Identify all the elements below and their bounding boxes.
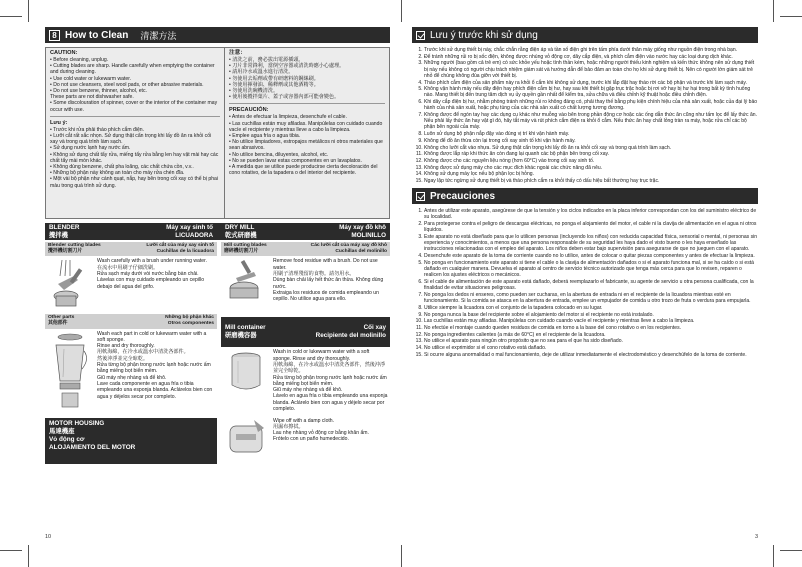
millcont-line: Wash in cold or lukewarm water with a soft sponge. Rinse and dry thoroughly. <box>273 349 370 362</box>
other-sub-es: Otros componentes <box>167 321 214 327</box>
caution-right-column <box>225 48 389 218</box>
blender-es: LICUADORA <box>175 231 213 239</box>
caution-item: • Before cleaning, unplug. <box>50 56 109 63</box>
es-precaution-item: 10. Las cuchillas están muy afiladas. Manipúlelas con cuidado cuando vacíe el recipiente y mientras lleve a cabo la limpieza. <box>424 318 758 324</box>
precaucion-list <box>229 114 385 176</box>
mill-container-illustration <box>223 349 269 412</box>
mill-blade-illustration <box>223 258 269 304</box>
caution-item: • Do not use cleansers, steel wool pads, or other abrasive materials. <box>50 81 204 88</box>
housing-line: Wipe off with a damp cloth. <box>273 417 335 424</box>
vi-precautions-list <box>412 47 758 184</box>
other-line: 用軟海綿，在冷水或溫水中清洗各部件。 <box>97 349 189 356</box>
precaucion-item: • No utilice limpiadores, estropajos metálicos ni otros materiales que sean abrasivos. <box>229 139 383 152</box>
precaucion-item: • Las cuchillas están muy afiladas. Manipúlelas con cuidado cuando vacíe el recipiente y mientras lleve a cabo la limpieza. <box>229 120 383 133</box>
caution-item: • Use cold water or lukewarm water. <box>50 75 132 82</box>
es-precaution-item: 12. No ponga ingredientes calientes (a más de 60°C) en el recipiente de la licuadora. <box>424 332 758 338</box>
caution-item: • Cutting blades are sharp. Handle carefully when emptying the container and during cleaning. <box>50 63 215 76</box>
precaucion-heading: PRECAUCIÓN: <box>229 107 269 114</box>
left-page <box>45 27 390 542</box>
page-number-right: 3 <box>754 534 758 540</box>
caution-item: • Some discolouration of spinner, cover or the interior of the container may occur with use. <box>50 100 218 113</box>
blades-line: Wash carefully with a brush under running water. <box>97 258 207 265</box>
es-precaution-item: 14. No utilice el exprimidor si el cono rotativo está dañado. <box>424 345 758 351</box>
millblades-sub-vi: Các lưỡi cắt của máy xay đồ khô <box>310 243 387 248</box>
zh-item: • 清洗之前，務必拔出電源插頭。 <box>229 56 304 63</box>
zh-item: • 使用後攪拌葉片、蓋子或容器內部可能會變色。 <box>229 94 340 101</box>
vi-precaution-item: 5. Không vận hành máy nếu dây điện hay phích điện cắm bị hư, hay sau khi thiết bị gặp trục trặc hoặc bị rơi vỡ hay bị hư hại trong bất kỳ tình huống nào. Mang thiết bị đến trung tâm dịch vụ ủy quyền gần nhất để kiểm tra, sửa chữa và điều chỉnh kỹ thuật hoặc điều chỉnh điện. <box>424 86 758 98</box>
millblades-line: 用刷子清理殘留的食物。請勿用水。 <box>273 270 355 277</box>
blender-blades-text <box>97 258 215 310</box>
es-precaution-item: 7. No ponga los dedos ni enseres, como pueden ser cucharas, en la abertura de entrada ni en el recipiente de la licuadora mientras esté en funcionamiento. Si la comida se atasca en la abertura de entrada, emplee un empujador de comida u otro trozo de fruta o verdura para empujarla. <box>424 292 758 304</box>
millcont-line: Lávelo en agua fría o tibia empleando una esponja blanda. Aclárelo bien con agua y déjelo secar por completo. <box>273 393 388 413</box>
luu-y-item: • Sử dụng nước lạnh hay nước ấm. <box>50 145 131 152</box>
zh-heading: 注意： <box>229 50 246 56</box>
drymill-zh: 乾式研磨機 <box>225 231 257 239</box>
other-parts-cell <box>45 314 217 414</box>
es-section-header <box>412 188 758 204</box>
other-line: Lave cada componente en agua fría o tibia empleando una esponja blanda. Aclárelos bien con agua y déjelos secar por completo. <box>97 381 213 400</box>
crop-mark <box>0 16 22 17</box>
millblades-sub-zh: 磨碎機切割刀片 <box>224 249 259 255</box>
housing-cell <box>221 418 390 464</box>
es-precaution-item: 6. Si el cable de alimentación de este aparato está dañado, deberá reemplazarlo el fabricante, su agente de servicio u otra persona cualificada, con la finalidad de evitar situaciones peligrosas. <box>424 279 758 291</box>
luu-y-item: • Không dùng benzene, chất pha loãng, các chất chứa cồn, v.v.. <box>50 164 194 171</box>
crop-mark <box>401 545 402 567</box>
crop-mark <box>0 550 22 551</box>
checkbox-icon <box>416 192 425 201</box>
other-line: Rinse and dry thoroughly. <box>97 343 155 350</box>
es-precaution-item: 9. No ponga nunca la base del recipiente sobre el alojamiento del motor si el recipiente no está instalado. <box>424 312 758 318</box>
millblades-line: Dùng bàn chải lấy hết thức ăn thừa. Không dùng nước. <box>273 277 384 290</box>
blender-vi: Máy xay sinh tố <box>166 224 213 231</box>
vi-precaution-item: 13. Không được sử dụng máy cho các mục đích khác ngoài các chức năng đã nêu. <box>424 165 758 171</box>
caution-heading: CAUTION: <box>50 50 78 56</box>
es-precaution-item: 3. Este aparato no está diseñado para que lo utilicen personas (incluyendo los niños) con reducida capacidad física, sensorial o mental, ni personas sin experiencia y conocimientos, a menos que una persona responsable de su seguridad les haya dado el visto bueno o les haya enseñado las instrucciones relacionadas con el empleo del aparato. Los niños deben estar bajo supervisión para asegurarse de que no jueguen con el aparato. <box>424 234 758 253</box>
other-sub-vi: Những bộ phận khác <box>165 315 214 321</box>
other-line: Wash each part in cold or lukewarm water with a soft sponge. <box>97 330 207 343</box>
housing-zh: 馬達機座 <box>49 427 75 435</box>
blades-sub-zh: 攪拌機切割刀片 <box>48 249 83 255</box>
housing-es: ALOJAMIENTO DEL MOTOR <box>49 443 136 451</box>
es-precaution-item: 1. Antes de utilizar este aparato, asegúrese de que la tensión y los ciclos indicados en la placa inferior correspondan con los del suministro eléctrico de su localidad. <box>424 208 758 220</box>
blades-sub-es: Cuchillas de la licuadora <box>156 249 214 255</box>
millcont-line: Giũ máy nhẹ nhàng và để khô. <box>273 387 343 394</box>
es-precaution-item: 15. Si ocurre alguna anormalidad o mal funcionamiento, deje de utilizar inmediatamente el electrodoméstico y desenchúfelo de la toma de corriente. <box>424 352 758 358</box>
vi-precaution-item: 9. Không để đồ ăn thừa còn lại trong cối xay sinh tố khi vận hành máy. <box>424 138 758 144</box>
blades-sub-en: Blender cutting blades <box>48 243 101 248</box>
es-precaution-item: 11. No efectúe el montaje cuando queden residuos de comida en torno a la base del cono rotativo o en los recipientes. <box>424 325 758 331</box>
vi-title: Lưu ý trước khi sử dụng <box>430 29 538 41</box>
luu-y-item: • Những bộ phận này không an toàn cho máy rửa chén đĩa. <box>50 170 185 177</box>
luu-y-item: • Một vài bộ phận như cánh quạt, nắp, hay bên trong cối xay có thể bị phai màu trong quá trình sử dụng. <box>50 176 219 189</box>
es-precaution-item: 5. No ponga en funcionamiento este aparato si tiene el cable o la clavija de alimentación dañados o si el aparato funciona mal, si se ha caído o si está dañado en cualquier manera. Devuelva el aparato al centro de servicio técnico autorizado que tenga más cerca para que lo revisen, reparen o realicen los ajustes eléctricos o mecánicos. <box>424 260 758 279</box>
blender-heading <box>45 223 217 240</box>
blender-blades-cell <box>45 242 217 312</box>
luu-y-list <box>50 127 220 189</box>
housing-line: Lau nhẹ nhàng vỏ động cơ bằng khăn ẩm. <box>273 430 369 437</box>
blender-parts-illustration <box>47 331 93 413</box>
caution-item: These parts are not dishwasher safe. <box>50 94 134 101</box>
blades-line: 在流水中用刷子仔細洗刷。 <box>97 264 159 271</box>
zh-item: • 請用冷水或溫水進行清洗。 <box>229 69 294 76</box>
blade-brush-illustration <box>47 258 93 310</box>
millcont-sub-zh: 研磨機容器 <box>225 332 257 340</box>
crop-mark <box>28 0 29 22</box>
page-number-left: 10 <box>45 534 52 540</box>
housing-heading <box>45 418 217 464</box>
divider <box>229 103 385 104</box>
vi-precaution-item: 12. Không được cho các nguyên liệu nóng (hơn 60°C) vào trong cối xay sinh tố. <box>424 158 758 164</box>
mill-blades-text <box>273 258 388 304</box>
vi-section-header <box>412 27 758 43</box>
other-sub-en: Other parts <box>48 315 75 321</box>
millcont-line: Rửa từng bộ phận trong nước lạnh hoặc nước ấm bằng miếng bọt biển mềm. <box>273 374 387 387</box>
mill-blades-sub <box>221 242 390 256</box>
mill-container-heading <box>221 317 390 347</box>
es-precaution-item: 8. Utilice siempre la licuadora con el conjunto de la tapadera colocado en su lugar. <box>424 305 758 311</box>
vi-precaution-item: 3. Những người (bao gồm cả trẻ em) có sức khỏe yếu hoặc tình thần kém, hoặc những người thiếu kinh nghiệm và kiến thức không nên sử dụng thiết bị này nếu không có người chịu trách nhiệm giám sát và hướng dẫn để bảo đảm an toàn cho họ khi sử dụng thiết bị. Nên có người lớn giám sát trẻ nhỏ để chúng không đùa giỡn với thiết bị. <box>424 60 758 79</box>
crop-mark <box>28 545 29 567</box>
housing-vi: Vỏ động cơ <box>49 435 85 443</box>
parts-row <box>45 314 390 414</box>
vi-precaution-item: 11. Không được lắp ráp khi thức ăn còn đang lại quanh các bộ phận bên trong cối xay. <box>424 151 758 157</box>
crop-mark <box>773 0 774 22</box>
zh-item: • 刀片非常鋒利，當倒空容器或清洗時應小心處理。 <box>229 63 345 70</box>
blades-sub-vi: Lưỡi cắt của máy xay sinh tố <box>146 243 214 248</box>
other-parts-sub <box>45 314 217 328</box>
vi-precaution-item: 8. Luôn sử dụng bộ phận nắp đậy vào đúng vị trí khi vận hành máy. <box>424 131 758 137</box>
caution-box <box>45 47 390 219</box>
drymill-es: MOLINILLO <box>351 231 386 239</box>
millblades-sub-es: Cuchillas del molinillo <box>335 249 387 255</box>
crop-mark <box>780 550 802 551</box>
zh-item: • 勿使用去垢劑或帶有研磨料的鋼絲刷。 <box>229 75 319 82</box>
precaucion-item: • No se pueden lavar estas componentes en un lavaplatos. <box>229 157 362 164</box>
section-header <box>45 27 390 43</box>
housing-row <box>45 418 390 464</box>
precaucion-item: • Emplee agua fría o agua tibia. <box>229 133 301 139</box>
vi-precaution-item: 7. Không được để ngón tay hay các dụng cụ khác như muỗng vào bên trong phần động cơ hoặc các ống dẫn thức ăn cũng như tấm lọc để lấy thức ăn. Nếu phải lấy thức ăn hay vật gì đó, hãy tắt máy và rút phích cắm điện ra khỏi ổ cắm. Nếu thức ăn hay chất lỏng tràn ra máy, hoặc rửa chỉ các bộ phận bên ngoài của máy. <box>424 112 758 131</box>
es-title: Precauciones <box>430 190 496 202</box>
vi-precaution-item: 1. Trước khi sử dụng thiết bị này, chắc chắn rằng điện áp và tần số điện ghi trên tấm phía dưới thân máy giống như nguồn điện trong nhà bạn. <box>424 47 758 53</box>
blender-zh: 攪拌機 <box>49 231 68 239</box>
es-precautions-list <box>412 208 758 358</box>
other-line: 然後沖淨並完全晾乾。 <box>97 355 148 362</box>
blender-en: BLENDER <box>49 224 80 231</box>
divider <box>50 116 220 117</box>
other-sub-zh: 其他部件 <box>48 321 68 327</box>
millcont-line: 用軟海綿，在冷水或溫水中清洗各部件，然後沖淨並完全晾乾。 <box>273 361 386 375</box>
crop-mark <box>773 545 774 567</box>
mill-container-text <box>273 349 388 412</box>
millcont-sub-vi: Cối xay <box>363 324 386 332</box>
millblades-sub-en: Mill cutting blades <box>224 243 267 248</box>
blender-blades-sub <box>45 242 217 256</box>
other-line: Rửa từng bộ phận trong nước lạnh hoặc nước ấm bằng miếng bọt biển mềm. <box>97 362 211 375</box>
luu-y-heading: Lưu ý: <box>50 119 68 126</box>
caution-left-column <box>46 48 225 218</box>
housing-text <box>273 418 369 460</box>
drymill-heading <box>221 223 390 240</box>
millblades-line: Extraiga los residuos de comida empleando un cepillo. No utilice agua para ello. <box>273 289 379 303</box>
appliance-header-row <box>45 223 390 240</box>
section-title-zh: 清潔方法 <box>140 30 177 41</box>
blades-line: Rửa sạch máy dưới vòi nước bằng bàn chải. <box>97 270 199 277</box>
housing-line: 用濕布擦拭。 <box>273 423 304 430</box>
crop-mark <box>780 16 802 17</box>
vi-precaution-item: 4. Tháo phích cắm điện của sản phẩm này ra khỏi ổ cắm khi không sử dụng, trước khi lắp đặt hay tháo rời các bộ phận và trước khi làm sạch máy. <box>424 80 758 86</box>
millblades-line: Remove food residue with a brush. Do not use water. <box>273 258 378 271</box>
housing-en: MOTOR HOUSING <box>49 419 105 427</box>
right-page <box>412 27 758 542</box>
vi-precaution-item: 10. Không cho lưỡi cắt vào nhựa. Sử dụng thật cẩn trọng khi lấy đồ ăn ra khỏi cối xay và trong quá trình làm sạch. <box>424 145 758 151</box>
vi-precaution-item: 15. Ngay lập tức ngừng sử dụng thiết bị và tháo phích cắm ra khỏi thấy có dấu hiệu bất thường hay trục trặc. <box>424 178 758 184</box>
drymill-vi: Máy xay đồ khô <box>339 224 386 231</box>
crop-mark <box>401 0 402 22</box>
zh-item: • 勿使用洗碗機清洗。 <box>229 88 279 94</box>
luu-y-item: • Trước khi rửa phải tháo phích cắm điện. <box>50 126 145 133</box>
es-precaution-item: 13. No utilice el aparato para ningún otro propósito que no sea para el que ha sido diseñado. <box>424 338 758 344</box>
mill-container-cell <box>221 314 390 414</box>
millcont-sub-es: Recipiente del molinillo <box>315 332 386 340</box>
zh-list <box>229 57 385 100</box>
blades-row <box>45 242 390 312</box>
millcont-sub-en: Mill container <box>225 324 266 332</box>
precaucion-item: • Antes de efectuar la limpieza, desenchufe el cable. <box>229 114 347 121</box>
es-precaution-item: 4. Desenchufe este aparato de la toma de corriente cuando no lo utilice, antes de colocar o quitar piezas componentes y antes de efectuar la limpieza. <box>424 253 758 259</box>
other-parts-text <box>97 331 215 413</box>
vi-precaution-item: 6. Khi dây cắp điện bị hư, nhằm phòng tránh những rủi ro không đáng có, phải thay thế bằng phụ kiện chính hiệu của nhà sản xuất, hoặc của đại lý bảo hành của nhà sản xuất, hoặc phụ tùng của các nhà sản xuất có chất lượng tương đương. <box>424 99 758 111</box>
caution-item: • Do not use benzene, thinner, alcohol, etc. <box>50 88 147 94</box>
other-line: Giũ máy nhẹ nhàng và để khô. <box>97 374 167 381</box>
vi-precaution-item: 2. Để tránh những rủi ro bị sốc điện, không được nhúng vỏ động cơ, dây cắp điện, và phích cắm điện vào nước hay các loại dung dịch khác. <box>424 54 758 60</box>
mill-blades-cell <box>221 242 390 312</box>
zh-item: • 勿使用揮發油、稀釋劑或其他酒精等。 <box>229 81 319 88</box>
precaucion-item: • A medida que se utilice puede producirse cierta decoloración del cono rotativo, de la tapadera o del interior del recipiente. <box>229 164 378 177</box>
section-number: 8 <box>49 30 60 41</box>
drymill-en: DRY MILL <box>225 224 255 231</box>
es-precaution-item: 2. Para protegerse contra el peligro de descargas eléctricas, no ponga el alojamiento del motor, el cable ni la clavija de alimentación en el agua ni otros líquidos. <box>424 221 758 233</box>
motor-housing-illustration <box>223 418 269 460</box>
precaucion-item: • No utilice bencina, diluyentes, alcohol, etc. <box>229 151 329 158</box>
checkbox-icon <box>416 31 425 40</box>
caution-list <box>50 57 220 113</box>
vi-precaution-item: 14. Không sử dụng máy lọc nếu bộ phận lọc bị hỏng. <box>424 171 758 177</box>
luu-y-item: • Không sử dụng chất tẩy rửa, miếng tẩy rửa bằng len hay vật mài hay các chất tẩy mài mòn khác. <box>50 151 219 164</box>
blades-line: Lávelas con muy cuidado empleando un cepillo debajo del agua del grifo. <box>97 277 205 290</box>
section-title: How to Clean <box>65 29 129 41</box>
housing-line: Frótelo con un paño humedecido. <box>273 436 349 443</box>
luu-y-item: • Lưỡi cắt rất sắc nhọn. Sử dụng thật cẩn trọng khi lấy đồ ăn ra khỏi cối xay và trong quá trình làm sạch. <box>50 133 212 146</box>
